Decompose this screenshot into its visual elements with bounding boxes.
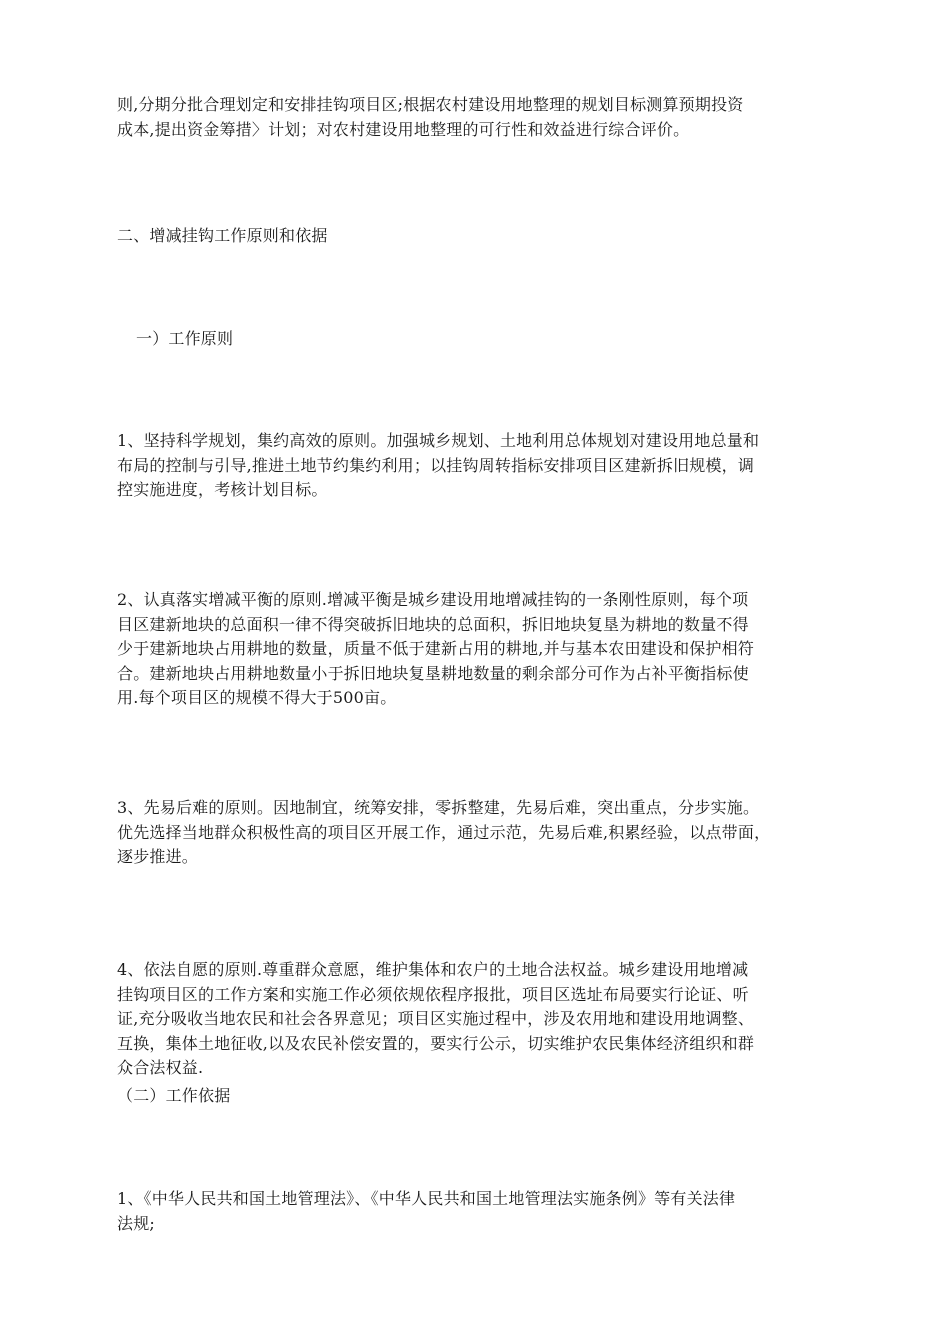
text-line: 3、先易后难的原则。因地制宜，统筹安排，零拆整建，先易后难，突出重点，分步实施。: [117, 798, 760, 817]
text-line: 布局的控制与引导,推进土地节约集约利用；以挂钩周转指标安排项目区建新拆旧规模，调: [117, 455, 755, 475]
subsection-heading-text: （二）工作依据: [117, 1086, 231, 1105]
text-line: 优先选择当地群众积极性高的项目区开展工作，通过示范，先易后难,积累经验，以点带面，: [117, 822, 771, 842]
basis-paragraph-1: [117, 1187, 842, 1236]
text-line: 法规;: [117, 1213, 155, 1233]
text-line: 1、坚持科学规划，集约高效的原则。加强城乡规划、土地利用总体规划对建设用地总量和: [117, 431, 760, 450]
text-line: 2、认真落实增减平衡的原则.增减平衡是城乡建设用地增减挂钩的一条刚性原则，每个项: [117, 590, 749, 609]
text-line: 证,充分吸收当地农民和社会各界意见；项目区实施过程中，涉及农用地和建设用地调整、: [117, 1009, 755, 1028]
text-line: 互换，集体土地征收,以及农民补偿安置的，要实行公示，切实维护农民集体经济组织和群: [117, 1033, 755, 1053]
text-line: 4、依法自愿的原则.尊重群众意愿，维护集体和农户的土地合法权益。城乡建设用地增减: [117, 960, 749, 979]
intro-paragraph: [117, 93, 842, 142]
principle-paragraph-4: [117, 958, 842, 1081]
text-line: 成本,提出资金筹措〉计划；对农村建设用地整理的可行性和效益进行综合评价。: [117, 119, 690, 139]
principle-paragraph-2: [117, 588, 842, 711]
text-line: 控实施进度，考核计划目标。: [117, 480, 328, 499]
text-line: 合。建新地块占用耕地数量小于拆旧地块复垦耕地数量的剩余部分可作为占补平衡指标使: [117, 663, 749, 683]
principle-paragraph-1: [117, 429, 842, 503]
text-line: 用.每个项目区的规模不得大于500亩。: [117, 688, 397, 707]
subsection-heading-basis: [117, 1084, 842, 1109]
text-line: 挂钩项目区的工作方案和实施工作必须依规依程序报批，项目区选址布局要实行论证、听: [117, 984, 749, 1004]
subsection-heading-text: 一）工作原则: [136, 329, 234, 348]
text-line: 则,分期分批合理划定和安排挂钩项目区;根据农村建设用地整理的规划目标测算预期投资: [117, 95, 744, 114]
section-heading: [117, 224, 842, 249]
text-line: 逐步推进。: [117, 847, 199, 866]
text-line: 1、《中华人民共和国土地管理法》、《中华人民共和国土地管理法实施条例》等有关法律: [117, 1189, 736, 1208]
text-line: 目区建新地块的总面积一律不得突破拆旧地块的总面积，拆旧地块复垦为耕地的数量不得: [117, 614, 749, 634]
text-line: 众合法权益.: [117, 1058, 204, 1077]
principle-paragraph-3: [117, 796, 842, 870]
section-heading-text: 二、增减挂钩工作原则和依据: [117, 226, 328, 245]
text-line: 少于建新地块占用耕地的数量，质量不低于建新占用的耕地,并与基本农田建设和保护相符: [117, 639, 755, 658]
subsection-heading-principles: [136, 327, 861, 352]
